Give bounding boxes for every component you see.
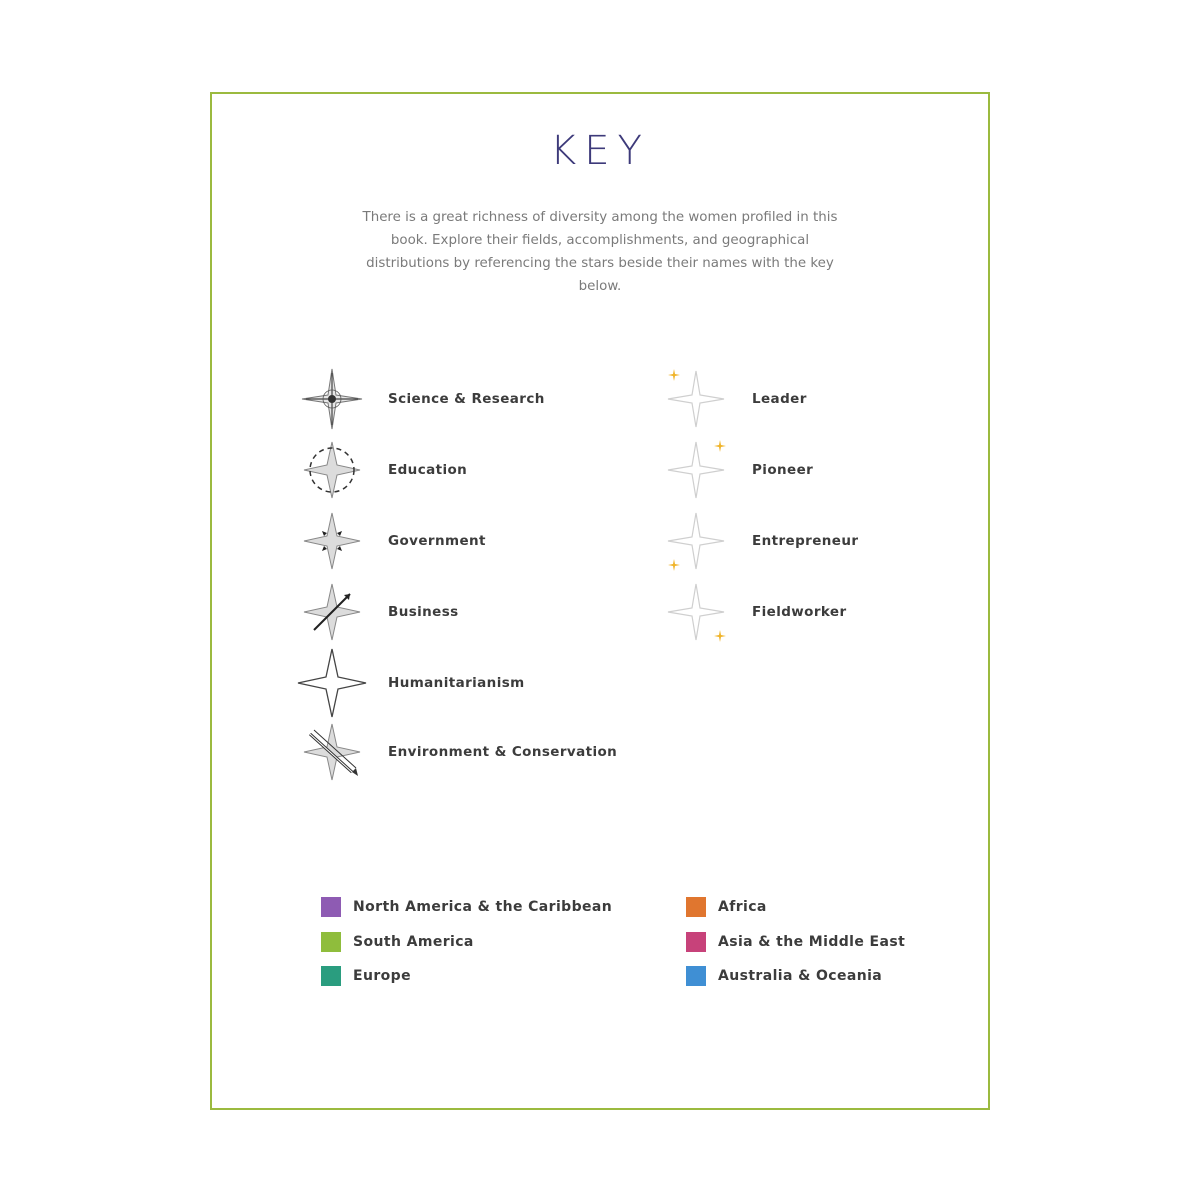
color-swatch bbox=[321, 966, 341, 986]
region-label: Africa bbox=[718, 899, 767, 915]
field-row-education bbox=[296, 434, 467, 506]
business-star-icon bbox=[296, 576, 368, 648]
region-label: Asia & the Middle East bbox=[718, 934, 906, 950]
field-row-science bbox=[296, 363, 545, 435]
field-row-environment bbox=[296, 716, 617, 788]
sparkle-icon bbox=[714, 440, 726, 452]
role-row-entrepreneur bbox=[660, 505, 858, 577]
role-label: Fieldworker bbox=[752, 604, 847, 620]
region-asia-middle-east bbox=[686, 932, 905, 952]
region-label: Europe bbox=[353, 968, 411, 984]
page-title: KEY bbox=[550, 128, 650, 174]
region-north-america bbox=[321, 897, 612, 917]
science-star-icon bbox=[296, 363, 368, 435]
leader-star-icon bbox=[660, 363, 732, 435]
region-south-america bbox=[321, 932, 474, 952]
color-swatch bbox=[686, 897, 706, 917]
color-swatch bbox=[321, 897, 341, 917]
role-row-pioneer bbox=[660, 434, 813, 506]
color-swatch bbox=[321, 932, 341, 952]
field-label: Government bbox=[388, 533, 486, 549]
field-row-government bbox=[296, 505, 486, 577]
intro-paragraph: There is a great richness of diversity among the women profiled in this book. Explore their fields, accomplishments, and geographical distributions by referencing the stars beside their names with the key below. bbox=[362, 210, 838, 294]
color-swatch bbox=[686, 932, 706, 952]
field-row-business bbox=[296, 576, 459, 648]
region-label: South America bbox=[353, 934, 474, 950]
entrepreneur-star-icon bbox=[660, 505, 732, 577]
color-swatch bbox=[686, 966, 706, 986]
field-row-humanitarianism bbox=[296, 647, 525, 719]
region-europe bbox=[321, 966, 411, 986]
humanitarian-star-icon bbox=[296, 647, 368, 719]
sparkle-icon bbox=[714, 630, 726, 642]
field-label: Humanitarianism bbox=[388, 675, 525, 691]
role-label: Entrepreneur bbox=[752, 533, 859, 549]
government-star-icon bbox=[296, 505, 368, 577]
fieldworker-star-icon bbox=[660, 576, 732, 648]
field-label: Business bbox=[388, 604, 459, 620]
field-label: Environment & Conservation bbox=[388, 744, 618, 760]
environment-star-icon bbox=[296, 716, 368, 788]
region-label: Australia & Oceania bbox=[718, 968, 883, 984]
field-label: Education bbox=[388, 462, 468, 478]
role-row-fieldworker bbox=[660, 576, 847, 648]
education-star-icon bbox=[296, 434, 368, 506]
role-row-leader bbox=[660, 363, 807, 435]
region-label: North America & the Caribbean bbox=[353, 899, 613, 915]
region-australia-oceania bbox=[686, 966, 882, 986]
role-label: Leader bbox=[752, 391, 807, 407]
role-label: Pioneer bbox=[752, 462, 814, 478]
sparkle-icon bbox=[668, 369, 680, 381]
sparkle-icon bbox=[668, 559, 680, 571]
region-africa bbox=[686, 897, 767, 917]
pioneer-star-icon bbox=[660, 434, 732, 506]
field-label: Science & Research bbox=[388, 391, 545, 407]
